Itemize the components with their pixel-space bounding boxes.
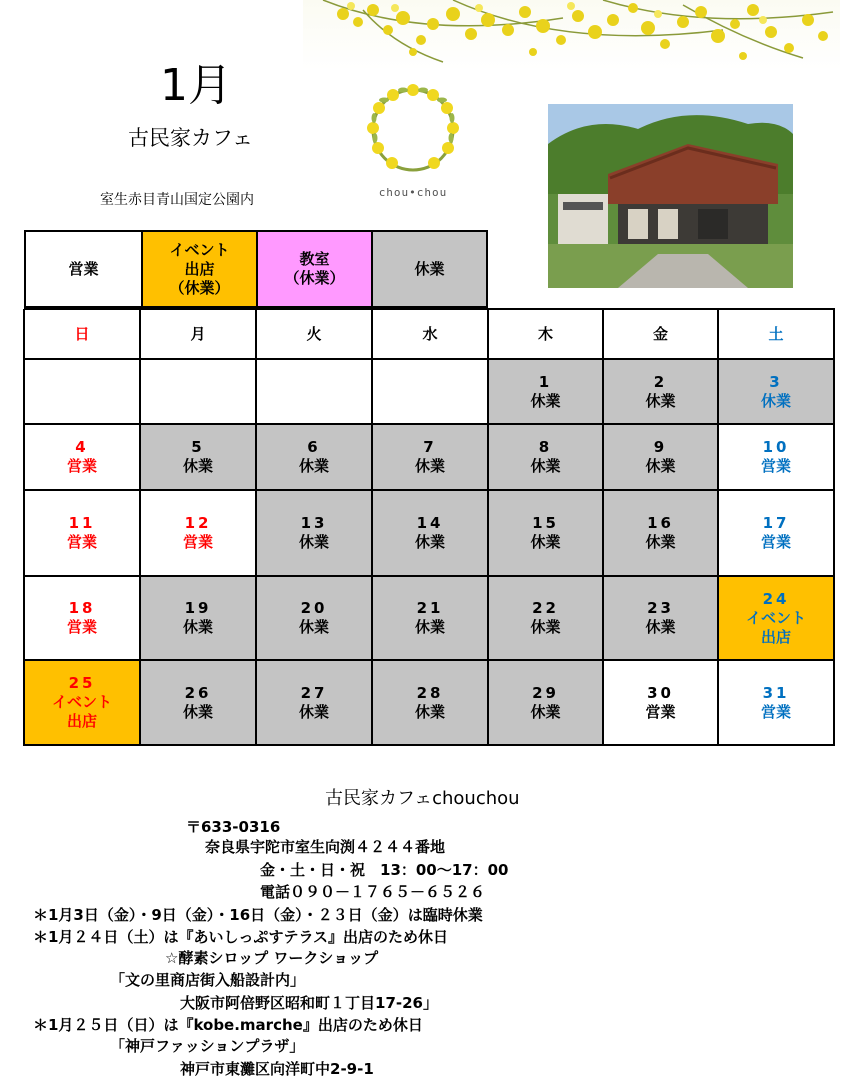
day-number: 28 [416, 683, 444, 702]
legend-class [256, 230, 371, 308]
day-number: 21 [416, 599, 444, 617]
day-status: 休業 [182, 702, 213, 721]
day-status: 休業 [760, 391, 791, 410]
note-event-25: ＊1月２５日（日）は『kobe.marche』出店のため休日 [33, 1016, 423, 1034]
calendar-day-cell [603, 660, 718, 745]
grid-line [24, 659, 835, 661]
calendar-day-cell [256, 424, 372, 490]
calendar-day-cell [140, 424, 256, 490]
day-status: 営業 [66, 457, 97, 475]
day-status: 休業 [414, 533, 445, 551]
day-status: 休業 [645, 533, 676, 551]
business-hours: 金・土・日・祝 13：00～17：00 [260, 861, 509, 879]
day-number: 16 [647, 514, 674, 532]
day-number: 13 [300, 514, 328, 532]
day-status: 休業 [298, 533, 329, 551]
calendar-day-cell [488, 359, 603, 424]
day-number: 10 [762, 438, 790, 456]
day-number: 2 [653, 372, 668, 391]
day-status: 休業 [414, 702, 445, 721]
calendar-day-cell [603, 424, 718, 490]
day-number: 12 [184, 514, 212, 532]
grid-line [24, 423, 835, 425]
day-status: 営業 [760, 457, 791, 475]
weekday-header: 月 [190, 324, 206, 343]
day-number: 26 [184, 683, 212, 702]
day-number: 3 [769, 372, 783, 391]
calendar-day-cell [24, 660, 140, 745]
calendar-day-cell [256, 576, 372, 660]
day-number: 9 [653, 438, 668, 456]
logo-text: chou•chou [378, 186, 448, 199]
day-status: 休業 [182, 457, 213, 475]
calendar-day-cell [256, 660, 372, 745]
weekday-header: 水 [422, 324, 438, 343]
day-number: 5 [191, 438, 205, 456]
workshop-address: 大阪市阿倍野区昭和町１丁目17-26」 [180, 994, 438, 1012]
day-status: 休業 [530, 702, 561, 721]
calendar-day-cell [488, 576, 603, 660]
grid-line [602, 309, 604, 746]
workshop-venue: 「文の里商店街入船設計内」 [110, 971, 306, 989]
calendar-empty-cell [372, 359, 488, 424]
day-number: 17 [762, 514, 790, 532]
day-status: 休業 [645, 618, 676, 636]
legend-event [141, 230, 256, 308]
day-status: 営業 [66, 533, 97, 551]
calendar-day-cell [140, 490, 256, 576]
workshop-title: ☆酵素シロップ ワークショップ [165, 949, 379, 967]
event-venue: 「神戸ファッションプラザ」 [110, 1037, 305, 1055]
mimosa-banner-image [303, 0, 840, 70]
grid-line [371, 309, 373, 746]
calendar-day-cell [372, 660, 488, 745]
location-text: 室生赤目青山国定公園内 [100, 192, 254, 208]
grid-line [255, 309, 257, 746]
day-number: 31 [762, 683, 790, 702]
phone-number: 電話０９０－１７６５－６５２６ [260, 883, 486, 901]
calendar-day-cell [718, 576, 834, 660]
calendar-day-cell [718, 490, 834, 576]
day-number: 4 [75, 438, 89, 456]
old-house-photo [548, 104, 793, 288]
cafe-name: 古民家カフェ [128, 126, 253, 150]
calendar-day-cell [718, 359, 834, 424]
calendar-empty-cell [256, 359, 372, 424]
calendar-day-cell [372, 576, 488, 660]
day-status: 休業 [645, 457, 676, 475]
day-number: 30 [647, 683, 674, 702]
day-number: 24 [762, 589, 790, 608]
calendar-day-cell [488, 490, 603, 576]
weekday-header: 火 [306, 324, 322, 343]
day-number: 22 [532, 599, 559, 617]
day-number: 25 [68, 674, 96, 692]
calendar-day-cell [24, 490, 140, 576]
calendar-empty-cell [24, 359, 140, 424]
day-number: 8 [538, 438, 553, 456]
day-number: 1 [538, 372, 553, 391]
calendar-day-cell [488, 660, 603, 745]
day-status: 営業 [645, 702, 676, 721]
day-number: 19 [184, 599, 212, 617]
calendar-empty-cell [140, 359, 256, 424]
calendar-day-cell [372, 424, 488, 490]
grid-line [24, 358, 835, 360]
calendar-day-cell [603, 359, 718, 424]
day-status: 休業 [530, 391, 561, 410]
grid-line [23, 309, 25, 746]
day-status: 休業 [298, 457, 329, 475]
grid-line [24, 308, 835, 310]
day-number: 15 [532, 514, 559, 532]
day-status: 休業 [645, 391, 676, 410]
day-status: 休業 [530, 457, 561, 475]
calendar-day-cell [140, 660, 256, 745]
day-status: 休業 [298, 702, 329, 721]
grid-line [487, 309, 489, 746]
postal-code: 〒633-0316 [186, 818, 281, 836]
day-status: 休業 [530, 533, 561, 551]
calendar-day-cell [372, 490, 488, 576]
event-address: 神戸市東灘区向洋町中2-9-1 [180, 1060, 374, 1078]
day-number: 14 [416, 514, 444, 532]
weekday-header: 土 [768, 324, 784, 343]
weekday-header: 木 [537, 324, 553, 343]
calendar-day-cell [24, 576, 140, 660]
legend-label: イベント 出店 （休業） [169, 240, 230, 297]
day-status: 営業 [760, 702, 791, 721]
day-status: 休業 [182, 618, 213, 636]
day-status: 休業 [414, 618, 445, 636]
day-status: 営業 [182, 533, 213, 551]
calendar-day-cell [603, 576, 718, 660]
legend-label: 営業 [68, 259, 99, 278]
day-number: 18 [68, 599, 96, 617]
calendar-day-cell [24, 424, 140, 490]
grid-line [24, 744, 835, 746]
footer-title: 古民家カフェchouchou [325, 788, 520, 809]
grid-line [24, 575, 835, 577]
legend-closed [371, 230, 488, 308]
day-status: イベント 出店 [51, 693, 112, 730]
calendar-day-cell [140, 576, 256, 660]
legend-open [24, 230, 141, 308]
weekday-header: 金 [652, 324, 668, 343]
calendar-day-cell [718, 424, 834, 490]
day-status: イベント 出店 [745, 608, 806, 646]
note-event-24: ＊1月２４日（土）は『あいしっぷすテラス』出店のため休日 [33, 928, 448, 946]
weekday-header: 日 [74, 324, 90, 343]
day-number: 7 [423, 438, 437, 456]
day-number: 20 [300, 599, 328, 617]
day-status: 営業 [760, 533, 791, 551]
grid-line [833, 309, 835, 746]
day-number: 6 [307, 438, 321, 456]
day-number: 11 [68, 514, 96, 532]
day-number: 27 [300, 683, 328, 702]
calendar-day-cell [488, 424, 603, 490]
day-status: 営業 [66, 618, 97, 636]
day-number: 23 [647, 599, 674, 617]
grid-line [139, 309, 141, 746]
calendar-day-cell [603, 490, 718, 576]
day-status: 休業 [298, 618, 329, 636]
day-number: 29 [532, 683, 559, 702]
month-title: 1月 [160, 60, 232, 111]
note-temporary-closure: ＊1月3日（金）・9日（金）・16日（金）・２３日（金）は臨時休業 [33, 906, 483, 924]
day-status: 休業 [414, 457, 445, 475]
legend-label: 教室 （休業） [284, 250, 345, 287]
legend-label: 休業 [414, 259, 445, 278]
day-status: 休業 [530, 618, 561, 636]
address: 奈良県宇陀市室生向渕４２４４番地 [205, 838, 446, 856]
calendar-day-cell [256, 490, 372, 576]
calendar-day-cell [718, 660, 834, 745]
grid-line [24, 489, 835, 491]
grid-line [717, 309, 719, 746]
